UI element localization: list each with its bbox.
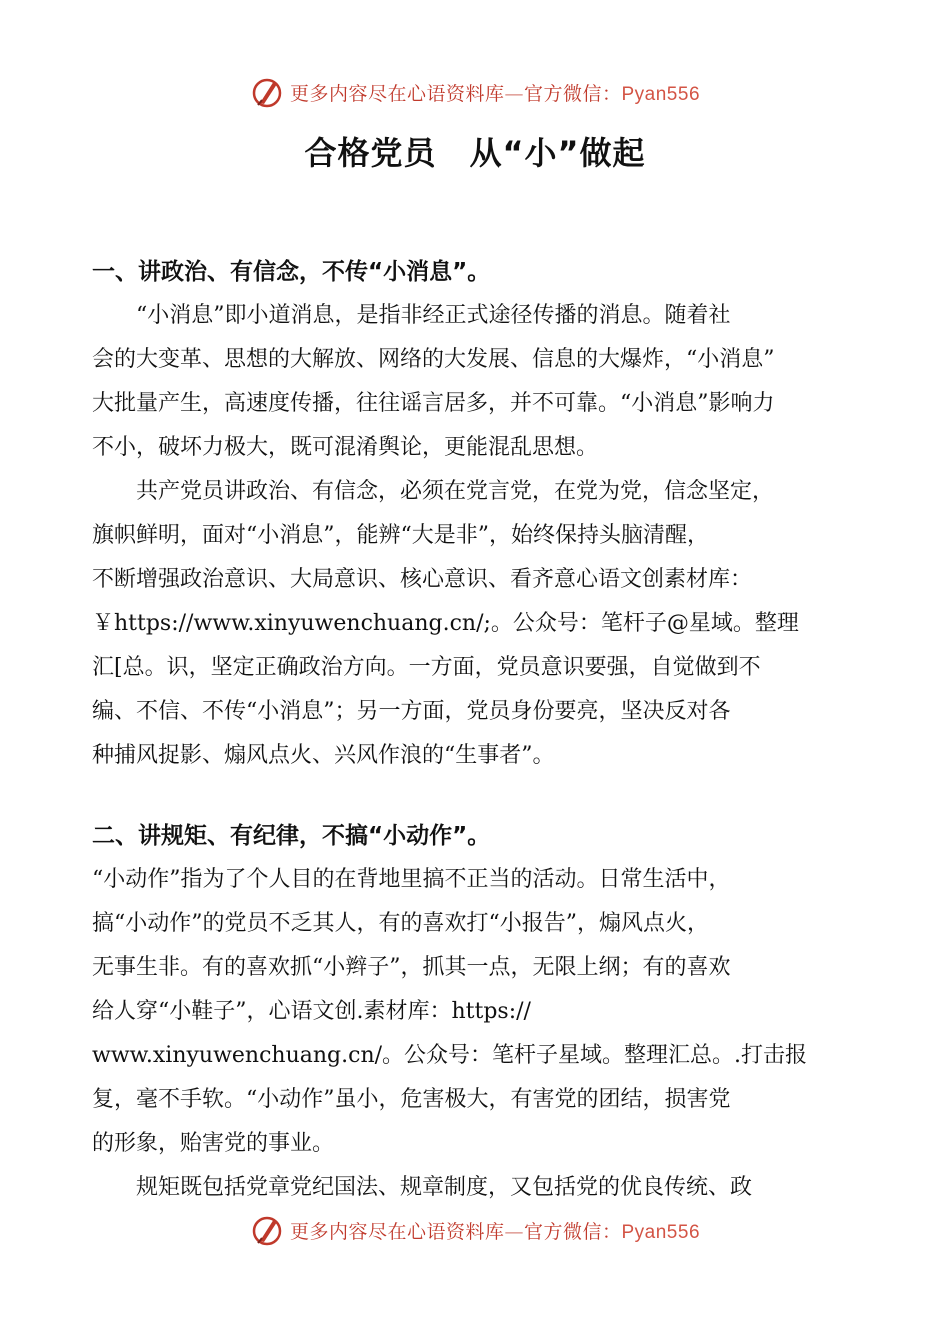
document-body [92,250,892,1210]
watermark-text: 更多内容尽在心语资料库—官方微信：Pyan556 [289,1220,701,1243]
pen-nib-logo-icon [250,75,284,109]
text-line: 编、不信、不传“小消息”；另一方面，党员身份要亮，坚决反对各 [92,699,731,724]
text-line: 大批量产生，高速度传播，往往谣言居多，并不可靠。“小消息”影响力 [92,391,775,416]
text-line: 共产党员讲政治、有信念，必须在党言党，在党为党，信念坚定， [92,479,775,504]
text-line: 无事生非。有的喜欢抓“小辫子”，抓其一点，无限上纲；有的喜欢 [92,955,731,980]
pen-nib-logo-icon [250,1213,284,1247]
text-line: 旗帜鲜明，面对“小消息”，能辨“大是非”，始终保持头脑清醒， [92,523,709,548]
text-line: ￥https://www.xinyuwenchuang.cn/;。公众号：笔杆子@星域。整理 [92,611,799,636]
text-line: 会的大变革、思想的大解放、网络的大发展、信息的大爆炸，“小消息” [92,347,775,372]
text-line: “小动作”指为了个人目的在背地里搞不正当的活动。日常生活中， [92,867,731,892]
text-line: 种捕风捉影、煽风点火、兴风作浪的“生事者”。 [92,743,555,768]
text-line: 给人穿“小鞋子”，心语文创.素材库：https:// [92,999,531,1024]
section-heading: 二、讲规矩、有纪律，不搞“小动作”。 [92,823,491,849]
section-paragraphs [92,858,892,1210]
text-line: “小消息”即小道消息，是指非经正式途径传播的消息。随着社 [92,303,731,328]
header-watermark-banner [0,72,950,112]
text-line: www.xinyuwenchuang.cn/。公众号：笔杆子星域。整理汇总。.打击报 [92,1043,808,1068]
text-line: 不小，破坏力极大，既可混淆舆论，更能混乱思想。 [92,435,599,460]
footer-watermark-banner [0,1210,950,1250]
document-title: 合格党员 从“小”做起 [304,134,646,172]
section-heading: 一、讲政治、有信念，不传“小消息”。 [92,259,491,285]
text-line: 的形象，贻害党的事业。 [92,1131,335,1156]
text-line: 规矩既包括党章党纪国法、规章制度，又包括党的优良传统、政 [92,1175,753,1200]
text-line: 不断增强政治意识、大局意识、核心意识、看齐意心语文创素材库： [92,567,753,592]
text-line: 复，毫不手软。“小动作”虽小，危害极大，有害党的团结，损害党 [92,1087,731,1112]
text-line: 搞“小动作”的党员不乏其人，有的喜欢打“小报告”，煽风点火， [92,911,709,936]
text-line: 汇[总。识，坚定正确政治方向。一方面，党员意识要强，自觉做到不 [92,655,761,680]
section-paragraphs [92,294,892,778]
watermark-text: 更多内容尽在心语资料库—官方微信：Pyan556 [289,82,701,105]
